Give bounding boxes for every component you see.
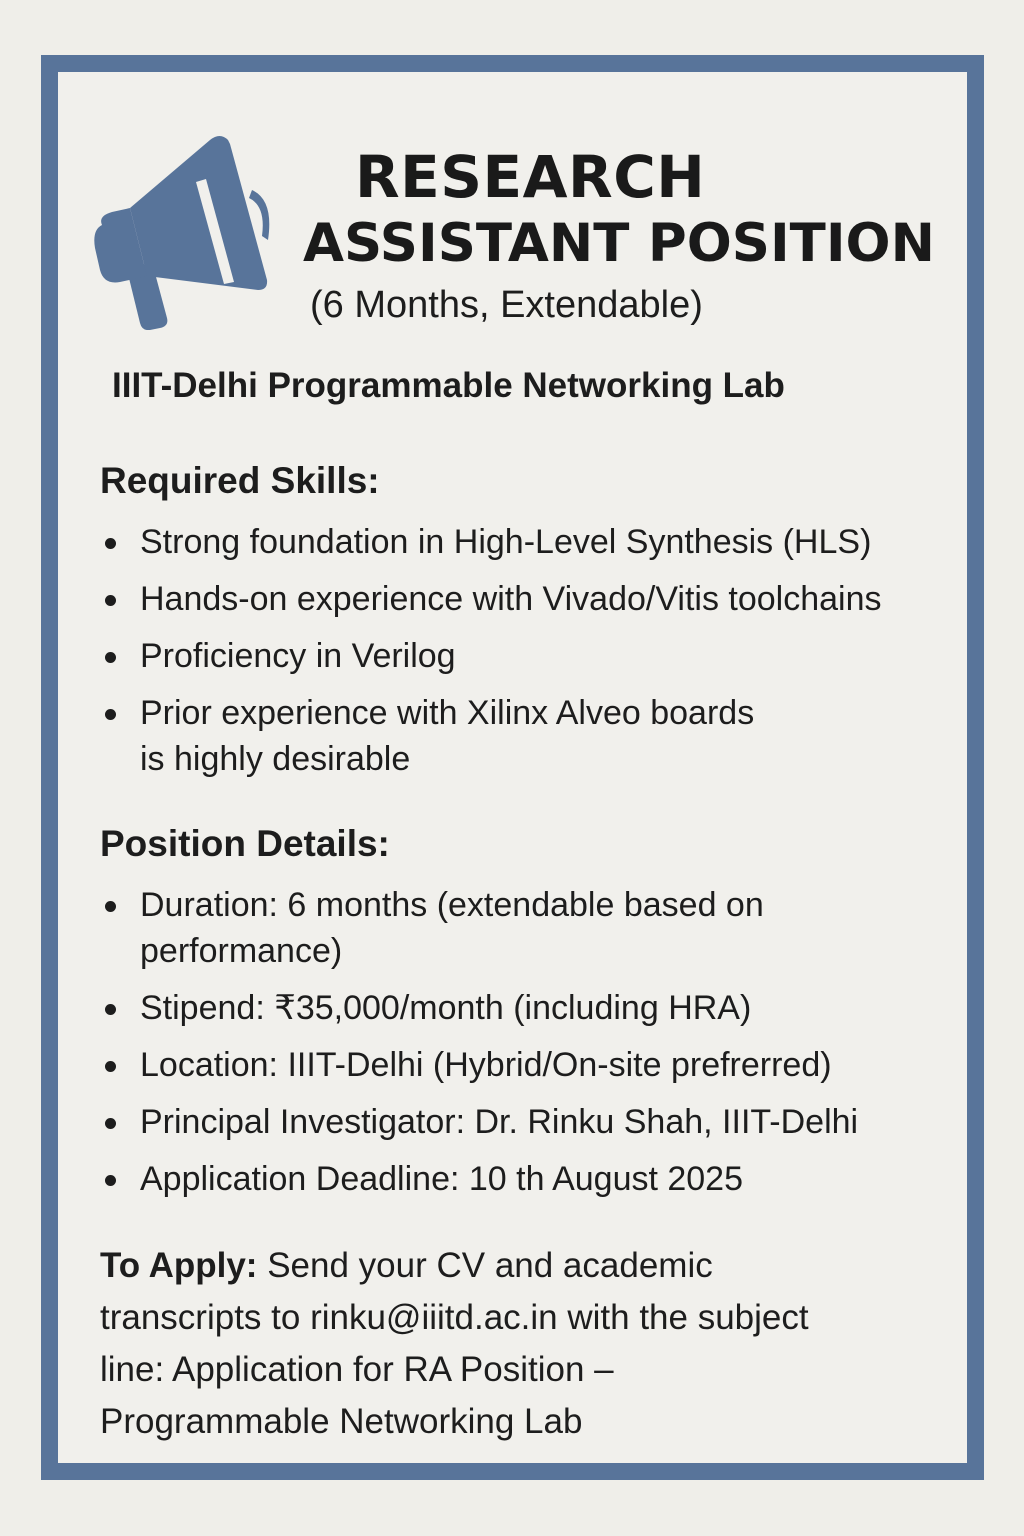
megaphone-icon [92,130,272,330]
lab-name: IIIT-Delhi Programmable Networking Lab [112,366,785,405]
detail-item [100,1156,858,1202]
skill-text: Proficiency in Verilog [140,637,456,675]
bullet-icon [105,1118,116,1129]
skill-text: Hands-on experience with Vivado/Vitis toolchains [140,580,882,618]
detail-text: Stipend: ₹35,000/month (including HRA) [140,989,752,1027]
skill-item [100,633,882,679]
bullet-icon [105,595,116,606]
bullet-icon [105,901,116,912]
detail-item [100,1099,858,1145]
apply-line-3: line: Application for RA Position – [100,1350,614,1389]
required-skills-list [100,519,882,793]
detail-item [100,882,858,974]
skill-text-continued: is highly desirable [140,740,411,778]
detail-text: Application Deadline: 10 th August 2025 [140,1160,744,1198]
detail-text: Location: IIIT-Delhi (Hybrid/On-site prefrerred) [140,1046,832,1084]
apply-line-4: Programmable Networking Lab [100,1402,583,1441]
bullet-icon [105,1004,116,1015]
subtitle: (6 Months, Extendable) [310,284,703,326]
detail-text-continued: performance) [140,932,343,970]
bullet-icon [105,709,116,720]
apply-instructions [100,1240,940,1448]
apply-text-1: Send your CV and academic [257,1246,713,1285]
position-details-list [100,882,858,1213]
skill-item [100,519,882,565]
apply-line-2: transcripts to rinku@iiitd.ac.in with the subject [100,1298,809,1337]
bullet-icon [105,1061,116,1072]
skill-text: Strong foundation in High-Level Synthesis (HLS) [140,523,872,561]
title-line-2: ASSISTANT POSITION [303,213,935,274]
detail-item [100,985,858,1031]
required-skills-heading: Required Skills: [100,460,380,501]
detail-text: Duration: 6 months (extendable based on [140,886,764,924]
detail-item [100,1042,858,1088]
bullet-icon [105,652,116,663]
title-line-1: RESEARCH [355,143,706,211]
apply-label: To Apply: [100,1246,258,1285]
position-details-heading: Position Details: [100,823,390,864]
bullet-icon [105,538,116,549]
detail-text: Principal Investigator: Dr. Rinku Shah, IIIT-Delhi [140,1103,859,1141]
skill-text: Prior experience with Xilinx Alveo boards [140,694,755,732]
bullet-icon [105,1175,116,1186]
skill-item [100,690,882,782]
apply-line-1 [100,1240,940,1292]
skill-item [100,576,882,622]
